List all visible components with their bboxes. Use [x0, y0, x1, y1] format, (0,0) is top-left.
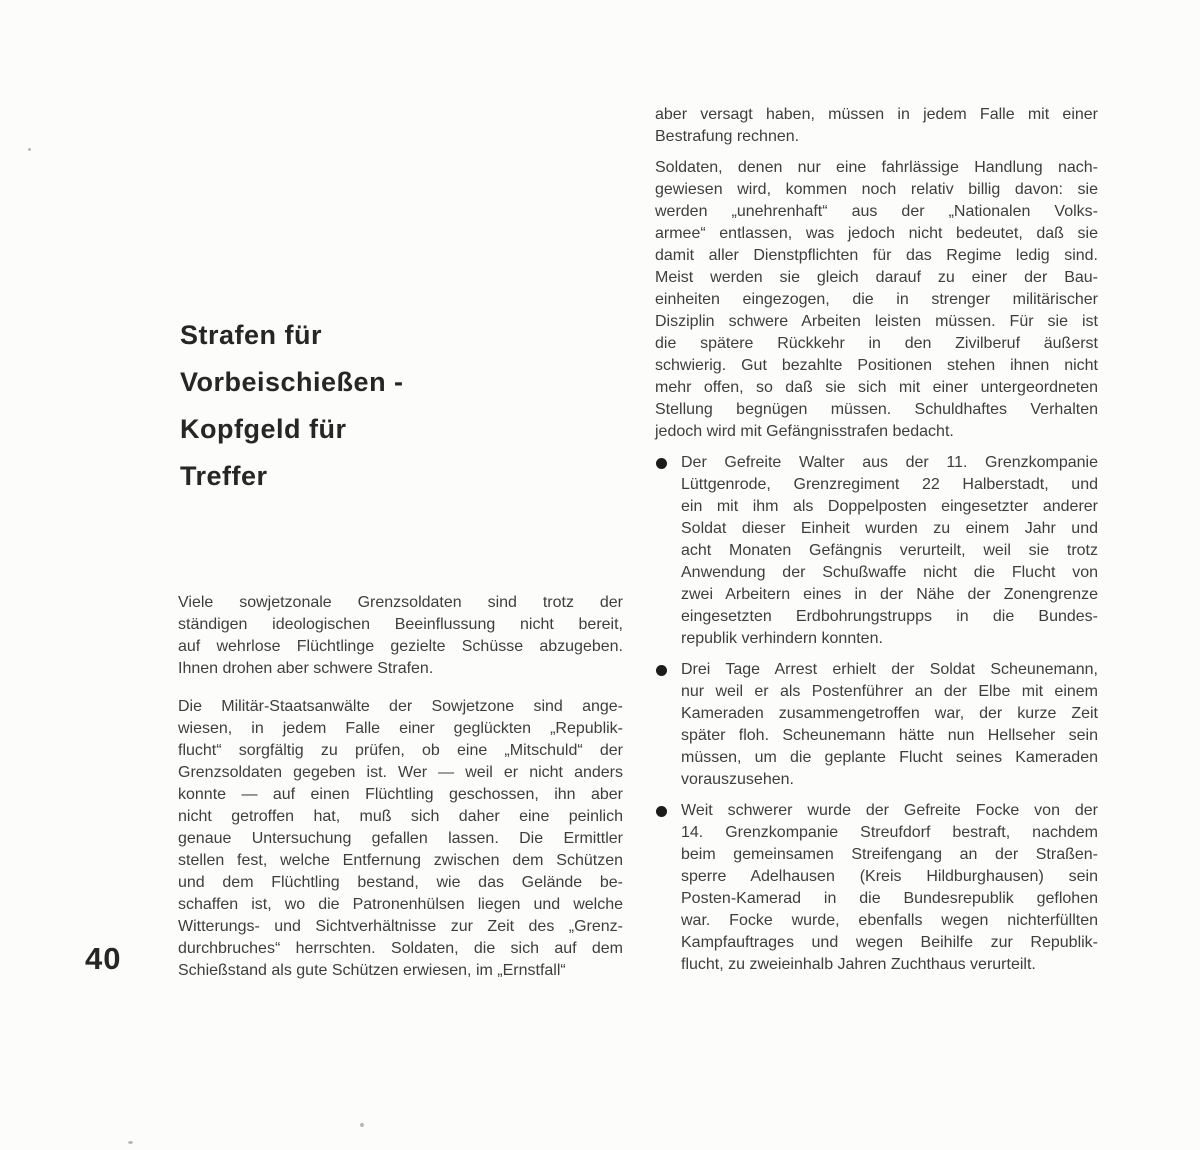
- scan-speck: [128, 1141, 133, 1144]
- text-line: konnte — auf einen Flüchtling geschossen, ihn aber: [178, 786, 623, 803]
- text-line: stellen fest, welche Entfernung zwischen dem Schützen: [178, 852, 623, 869]
- heading-line: Treffer: [180, 461, 268, 491]
- text-line: nicht getroffen hat, muß sich daher eine peinlich: [178, 808, 623, 825]
- text-line: durchbruches“ herrschten. Soldaten, die sich auf dem: [178, 940, 623, 957]
- text-line: 14. Grenzkompanie Streufdorf bestraft, nachdem: [681, 824, 1098, 841]
- text-line: Bestrafung rechnen.: [655, 128, 800, 145]
- scan-speck: [360, 1123, 364, 1127]
- text-line: war. Focke wurde, ebenfalls wegen nichterfüllten: [681, 912, 1098, 929]
- text-line: Lüttgenrode, Grenzregiment 22 Halberstadt, und: [681, 476, 1098, 493]
- text-line: Drei Tage Arrest erhielt der Soldat Scheunemann,: [681, 661, 1098, 678]
- text-line: vorauszusehen.: [681, 771, 794, 788]
- paragraph: [655, 104, 1098, 148]
- text-line: Weit schwerer wurde der Gefreite Focke von der: [681, 802, 1098, 819]
- page-number: 40: [85, 941, 122, 976]
- text-line: Ihnen drohen aber schwere Strafen.: [178, 660, 434, 677]
- left-text-column: [178, 592, 623, 998]
- section-heading: [180, 312, 620, 500]
- text-line: armee“ entlassen, was jedoch nicht bedeutet, daß sie: [655, 225, 1098, 242]
- text-line: Soldaten, denen nur eine fahrlässige Handlung nach-: [655, 159, 1098, 176]
- text-line: einheiten eingezogen, die in strenger militärischer: [655, 291, 1098, 308]
- paragraph: [178, 696, 623, 982]
- text-line: nur weil er als Postenführer an der Elbe mit einem: [681, 683, 1098, 700]
- text-line: eingesetzten Erdbohrungstrupps in die Bundes-: [681, 608, 1098, 625]
- text-line: Kampfauftrages und wegen Beihilfe zur Republik-: [681, 934, 1098, 951]
- text-line: Der Gefreite Walter aus der 11. Grenzkompanie: [681, 454, 1098, 471]
- text-line: werden „unehrenhaft“ aus der „Nationalen Volks-: [655, 203, 1098, 220]
- bullet-icon: [656, 806, 667, 817]
- text-line: gewiesen wird, kommen noch relativ billig davon: sie: [655, 181, 1098, 198]
- text-line: mehr offen, so daß sie sich mit einer untergeordneten: [655, 379, 1098, 396]
- heading-line: Kopfgeld für: [180, 414, 347, 444]
- text-line: Soldat dieser Einheit wurden zu einem Jahr und: [681, 520, 1098, 537]
- paragraph: [655, 157, 1098, 443]
- text-line: Grenzsoldaten gegeben ist. Wer — weil er nicht anders: [178, 764, 623, 781]
- heading-line: Strafen für: [180, 320, 323, 350]
- right-text-column: [655, 104, 1098, 985]
- text-line: und dem Flüchtling bestand, wie das Gelände be-: [178, 874, 623, 891]
- bulleted-paragraph: [655, 800, 1098, 976]
- text-line: später floh. Scheunemann hätte nun Hellseher sein: [681, 727, 1098, 744]
- text-line: beim gemeinsamen Streifengang an der Straßen-: [681, 846, 1098, 863]
- text-line: Stellung begnügen müssen. Schuldhaftes Verhalten: [655, 401, 1098, 418]
- heading-line: Vorbeischießen -: [180, 367, 404, 397]
- text-line: ständigen ideologischen Beeinflussung nicht bereit,: [178, 616, 623, 633]
- text-line: flucht“ sorgfältig zu prüfen, ob eine „Mitschuld“ der: [178, 742, 623, 759]
- text-line: schaffen ist, wo die Patronenhülsen liegen und welche: [178, 896, 623, 913]
- text-line: Anwendung der Schußwaffe nicht die Flucht von: [681, 564, 1098, 581]
- text-line: Kameraden zusammengetroffen war, der kurze Zeit: [681, 705, 1098, 722]
- bullet-icon: [656, 665, 667, 676]
- text-line: Schießstand als gute Schützen erwiesen, im „Ernstfall“: [178, 962, 566, 979]
- text-line: Disziplin schwere Arbeiten leisten müssen. Für sie ist: [655, 313, 1098, 330]
- text-line: wiesen, in jedem Falle einer geglückten „Republik-: [178, 720, 623, 737]
- scan-speck: [28, 148, 31, 151]
- text-line: sperre Adelhausen (Kreis Hildburghausen) sein: [681, 868, 1098, 885]
- text-line: Die Militär-Staatsanwälte der Sowjetzone sind ange-: [178, 698, 623, 715]
- paragraph: [178, 592, 623, 680]
- bulleted-paragraph: [655, 659, 1098, 791]
- text-line: Meist werden sie gleich darauf zu einer der Bau-: [655, 269, 1098, 286]
- text-line: Posten-Kamerad in die Bundesrepublik geflohen: [681, 890, 1098, 907]
- text-line: republik verhindern konnten.: [681, 630, 883, 647]
- text-line: die spätere Rückkehr in den Zivilberuf äußerst: [655, 335, 1098, 352]
- bullet-icon: [656, 458, 667, 469]
- text-line: Viele sowjetzonale Grenzsoldaten sind trotz der: [178, 594, 623, 611]
- text-line: damit aller Dienstpflichten für das Regime ledig sind.: [655, 247, 1098, 264]
- text-line: acht Monaten Gefängnis verurteilt, weil sie trotz: [681, 542, 1098, 559]
- bulleted-paragraph: [655, 452, 1098, 650]
- text-line: ein mit ihm als Doppelposten eingesetzter anderer: [681, 498, 1098, 515]
- text-line: zwei Arbeitern eines in der Nähe der Zonengrenze: [681, 586, 1098, 603]
- text-line: genaue Untersuchung gefallen lassen. Die Ermittler: [178, 830, 623, 847]
- text-line: auf wehrlose Flüchtlinge gezielte Schüsse abzugeben.: [178, 638, 623, 655]
- text-line: jedoch wird mit Gefängnisstrafen bedacht.: [655, 423, 954, 440]
- text-line: müssen, um die geplante Flucht seines Kameraden: [681, 749, 1098, 766]
- text-line: Witterungs- und Sichtverhältnisse zur Zeit des „Grenz-: [178, 918, 623, 935]
- text-line: schwierig. Gut bezahlte Positionen stehen ihnen nicht: [655, 357, 1098, 374]
- text-line: aber versagt haben, müssen in jedem Falle mit einer: [655, 106, 1098, 123]
- text-line: flucht, zu zweieinhalb Jahren Zuchthaus verurteilt.: [681, 956, 1036, 973]
